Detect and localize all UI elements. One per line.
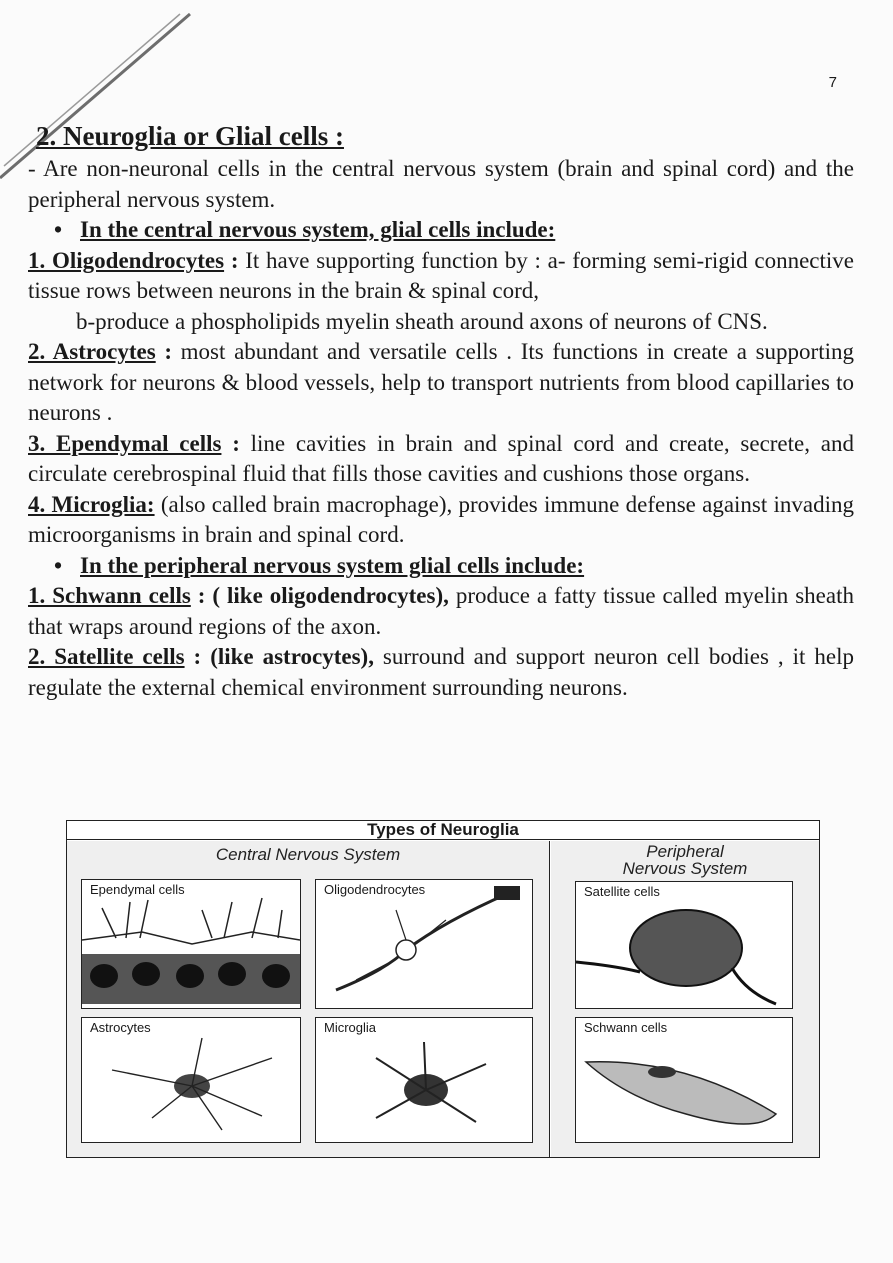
figure-title: Types of Neuroglia xyxy=(67,821,819,840)
page-content xyxy=(28,118,854,703)
figure-cns-column xyxy=(67,841,550,1157)
pns-item-schwann: 1. Schwann cells : ( like oligodendrocytes), produce a fatty tissue called myelin sheath that wraps around regions of the axon. xyxy=(28,583,854,639)
cns-item-oligodendrocytes: 1. Oligodendrocytes : It have supporting function by : a- forming semi-rigid connective tissue rows between neurons in the brain & spinal cord, xyxy=(28,247,855,303)
panel-label-astrocytes: Astrocytes xyxy=(90,1020,151,1035)
cns-item-astrocytes: 2. Astrocytes : most abundant and versatile cells . Its functions in create a supporting network for neurons & blood vessels, help to transport nutrients from blood capillaries to neurons . xyxy=(28,339,854,425)
panel-schwann xyxy=(575,1017,793,1143)
satellite-cells-illustration xyxy=(576,882,792,1008)
panel-microglia xyxy=(315,1017,533,1143)
section-heading: 2. Neuroglia or Glial cells : xyxy=(36,121,344,151)
page-number: 7 xyxy=(828,74,837,91)
panel-label-oligodendrocytes: Oligodendrocytes xyxy=(324,882,426,897)
panel-label-ependymal: Ependymal cells xyxy=(90,882,185,897)
cns-item-microglia: 4. Microglia: (also called brain macrophage), provides immune defense against invading microorganisms in brain and spinal cord. xyxy=(28,491,855,547)
panel-oligodendrocytes xyxy=(315,879,533,1009)
figure-pns-column xyxy=(551,841,819,1157)
pns-bullet-heading: • In the peripheral nervous system glial cells include: xyxy=(54,552,585,578)
panel-label-microglia: Microglia xyxy=(324,1020,377,1035)
cns-item-oligodendrocytes-continuation: b-produce a phospholipids myelin sheath around axons of neurons of CNS. xyxy=(76,308,768,334)
neuroglia-figure xyxy=(66,820,820,1158)
panel-ependymal xyxy=(81,879,301,1009)
oligodendrocyte-illustration xyxy=(316,880,532,1008)
microglia-illustration xyxy=(316,1018,532,1142)
astrocyte-illustration xyxy=(82,1018,300,1142)
panel-satellite xyxy=(575,881,793,1009)
panel-label-satellite: Satellite cells xyxy=(584,884,660,899)
panel-astrocytes xyxy=(81,1017,301,1143)
ependymal-cells-illustration xyxy=(82,880,300,1008)
intro-text: - Are non-neuronal cells in the central nervous system (brain and spinal cord) and the peripheral nervous system. xyxy=(28,156,854,212)
schwann-cell-illustration xyxy=(576,1018,792,1142)
figure-pns-title: Peripheral Nervous System xyxy=(622,842,748,878)
cns-item-ependymal: 3. Ependymal cells : line cavities in brain and spinal cord and create, secrete, and circulate cerebrospinal fluid that fills those cavities and cushions those organs. xyxy=(28,430,854,486)
pns-item-satellite: 2. Satellite cells : (like astrocytes), surround and support neuron cell bodies , it help regulate the external chemical environment surrounding neurons. xyxy=(28,644,854,700)
panel-label-schwann: Schwann cells xyxy=(584,1020,668,1035)
figure-cns-title: Central Nervous System xyxy=(215,845,401,864)
cns-bullet-heading: • In the central nervous system, glial cells include: xyxy=(54,217,556,242)
